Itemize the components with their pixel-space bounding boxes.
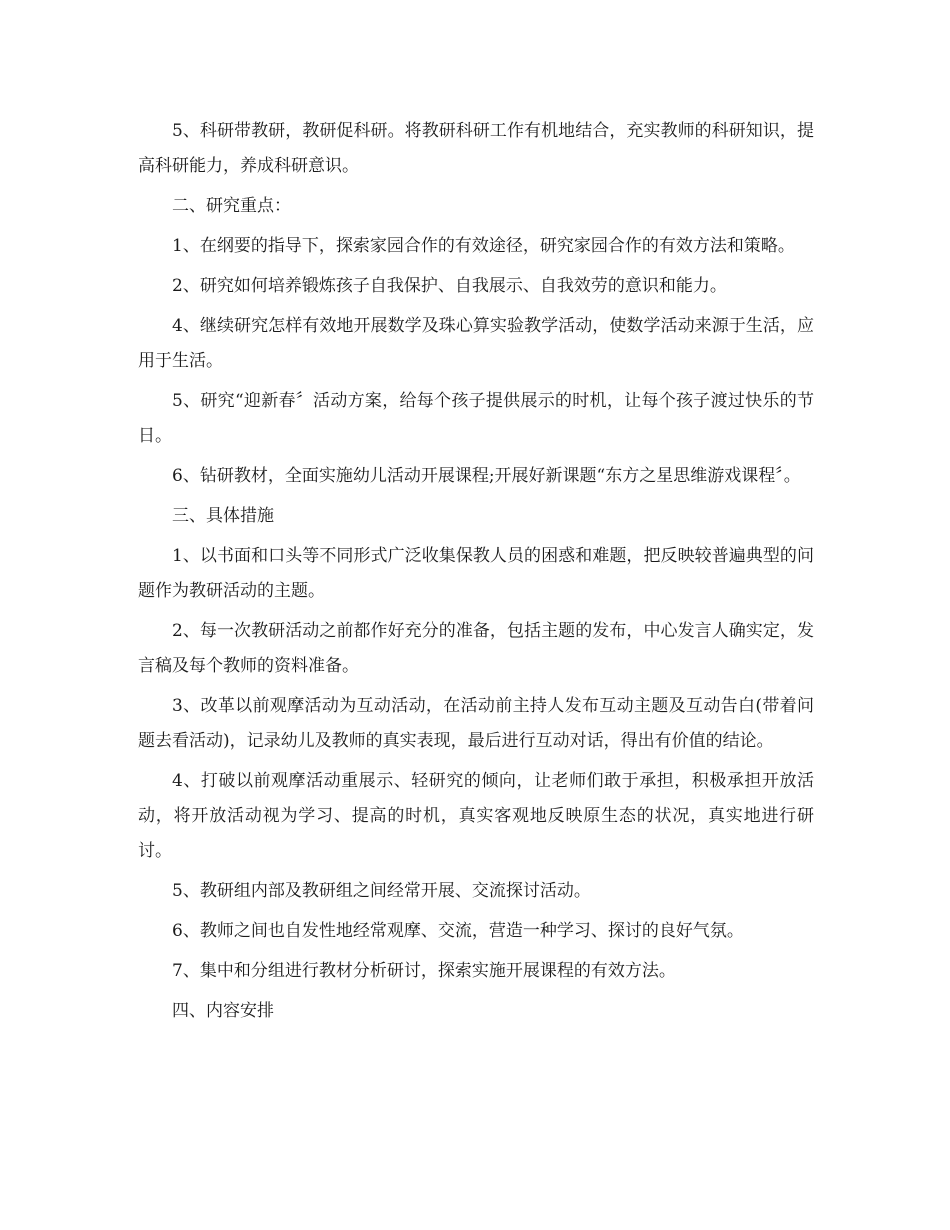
paragraph-focus-6: 6、钻研教材，全面实施幼儿活动开展课程;开展好新课题“东方之星思维游戏课程〞。 [172,466,801,486]
section-heading-measures: 三、具体措施 [172,506,274,526]
paragraph-measure-5: 5、教研组内部及教研组之间经常开展、交流探讨活动。 [172,881,591,901]
paragraph-measure-7: 7、集中和分组进行教材分析研讨，探索实施开展课程的有效方法。 [172,961,676,981]
paragraph-measure-4: 4、打破以前观摩活动重展示、轻研究的倾向，让老师们敢于承担，积极承担开放活动，将开放活动视为学习、提高的时机，真实客观地反映原生态的状况，真实地进行研讨。 [138,771,814,861]
paragraph-measure-1: 1、以书面和口头等不同形式广泛收集保教人员的困惑和难题，把反映较普遍典型的问题作为教研活动的主题。 [138,546,814,601]
document-body [138,114,814,1034]
paragraph-focus-2: 2、研究如何培养锻炼孩子自我保护、自我展示、自我效劳的意识和能力。 [172,276,727,296]
paragraph-measure-6: 6、教师之间也自发性地经常观摩、交流，营造一种学习、探讨的良好气氛。 [172,921,744,941]
paragraph-focus-1: 1、在纲要的指导下，探索家园合作的有效途径，研究家园合作的有效方法和策略。 [172,236,795,256]
paragraph-focus-5: 5、研究“迎新春〞活动方案，给每个孩子提供展示的时机，让每个孩子渡过快乐的节日。 [138,391,814,446]
paragraph-measure-2: 2、每一次教研活动之前都作好充分的准备，包括主题的发布，中心发言人确实定，发言稿及每个教师的资料准备。 [138,621,814,676]
paragraph-keyan-daijiaoyan: 5、科研带教研，教研促科研。将教研科研工作有机地结合，充实教师的科研知识，提高科研能力，养成科研意识。 [138,121,814,176]
section-heading-content-plan: 四、内容安排 [172,1001,274,1021]
paragraph-measure-3: 3、改革以前观摩活动为互动活动，在活动前主持人发布互动主题及互动告白(带着问题去看活动)，记录幼儿及教师的真实表现，最后进行互动对话，得出有价值的结论。 [138,696,814,751]
paragraph-focus-4: 4、继续研究怎样有效地开展数学及珠心算实验教学活动，使数学活动来源于生活，应用于生活。 [138,316,814,371]
section-heading-research-focus: 二、研究重点： [172,196,291,216]
